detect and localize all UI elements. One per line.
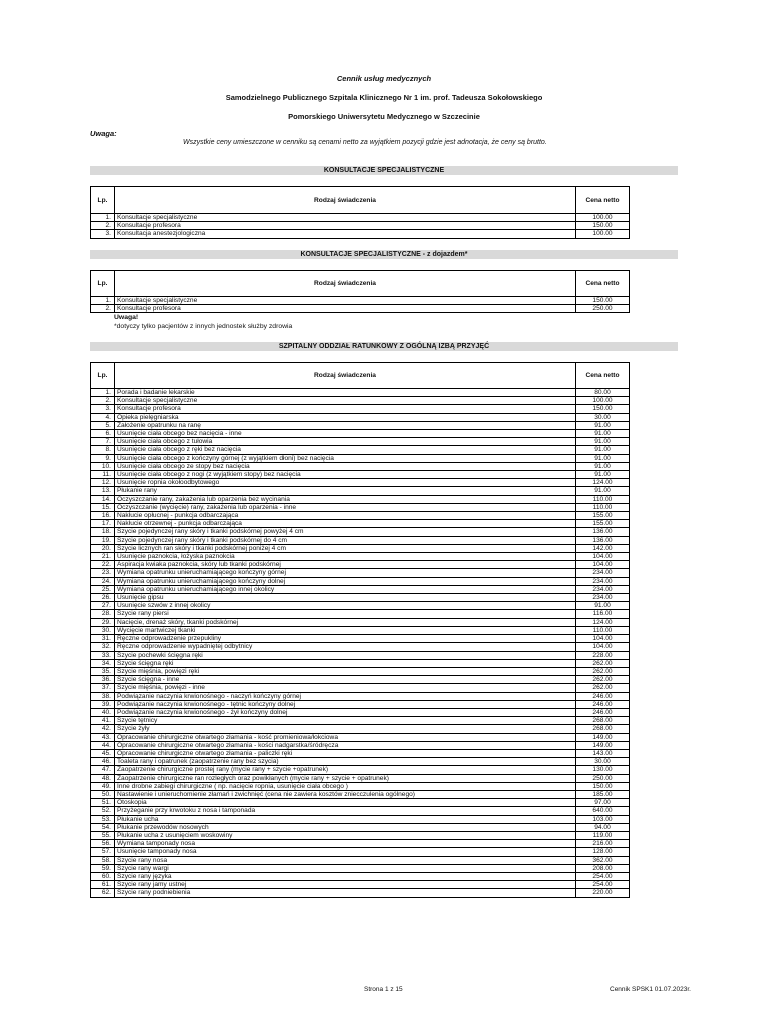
section3-table: [90, 362, 630, 898]
row-lp: 56.: [91, 840, 115, 848]
row-service-name: Szycie mięśnia, powięzi - inne: [115, 684, 576, 692]
row-service-name: Konsultacja anestezjologiczna: [115, 230, 576, 238]
table-row: [91, 708, 630, 716]
row-service-name: Szycie mięśnia, powięzi ręki: [115, 667, 576, 675]
table-row: [91, 741, 630, 749]
row-price: 262.00: [576, 667, 630, 675]
page-number: Strona 1 z 15: [364, 986, 403, 993]
table-row: [91, 864, 630, 872]
row-lp: 45.: [91, 749, 115, 757]
row-lp: 50.: [91, 790, 115, 798]
row-price: 91.00: [576, 487, 630, 495]
row-lp: 16.: [91, 512, 115, 520]
row-lp: 2.: [91, 222, 115, 230]
table-row: [91, 561, 630, 569]
row-lp: 26.: [91, 594, 115, 602]
university-name: Pomorskiego Uniwersytetu Medycznego w Szczecinie: [288, 112, 480, 121]
row-service-name: Usunięcie szwów z innej okolicy: [115, 602, 576, 610]
row-price: 640.00: [576, 807, 630, 815]
table-row: [91, 495, 630, 503]
row-service-name: Szycie żyły: [115, 725, 576, 733]
col-price: Cena netto: [576, 363, 630, 389]
row-price: 254.00: [576, 881, 630, 889]
table-row: [91, 305, 630, 313]
row-price: 104.00: [576, 553, 630, 561]
row-service-name: Płukanie ucha: [115, 815, 576, 823]
row-price: 110.00: [576, 626, 630, 634]
row-price: 91.00: [576, 438, 630, 446]
table-row: [91, 782, 630, 790]
table-row: [91, 848, 630, 856]
row-service-name: Ręczne odprowadzenie przepukliny: [115, 635, 576, 643]
row-service-name: Szycie rany języka: [115, 872, 576, 880]
row-lp: 54.: [91, 823, 115, 831]
row-service-name: Toaleta rany i opatrunek (zaopatrzenie rany bez szycia): [115, 758, 576, 766]
row-price: 234.00: [576, 585, 630, 593]
row-lp: 58.: [91, 856, 115, 864]
table-row: [91, 462, 630, 470]
row-service-name: Usunięcie ciała obcego bez nacięcia - inne: [115, 430, 576, 438]
row-price: 155.00: [576, 520, 630, 528]
row-price: 268.00: [576, 725, 630, 733]
table-row: [91, 594, 630, 602]
table-row: [91, 610, 630, 618]
row-service-name: Wymiana opatrunku unieruchamiającego innej okolicy: [115, 585, 576, 593]
row-lp: 62.: [91, 889, 115, 897]
row-service-name: Nacięcie, drenaż skóry, tkanki podskórnej: [115, 618, 576, 626]
row-lp: 8.: [91, 446, 115, 454]
col-lp: Lp.: [91, 271, 115, 297]
row-service-name: Usunięcie tamponady nosa: [115, 848, 576, 856]
row-price: 150.00: [576, 297, 630, 305]
table-row: [91, 520, 630, 528]
table-row: [91, 454, 630, 462]
section2-uwaga: Uwaga!: [114, 314, 139, 321]
row-lp: 34.: [91, 659, 115, 667]
row-lp: 60.: [91, 872, 115, 880]
table-row: [91, 881, 630, 889]
row-price: 124.00: [576, 479, 630, 487]
row-price: 150.00: [576, 405, 630, 413]
row-lp: 39.: [91, 700, 115, 708]
row-price: 100.00: [576, 230, 630, 238]
row-price: 150.00: [576, 222, 630, 230]
table-row: [91, 479, 630, 487]
table-row: [91, 790, 630, 798]
document-ref: Cennik SPSK1 01.07.2023r.: [610, 986, 691, 993]
row-lp: 25.: [91, 585, 115, 593]
row-price: 124.00: [576, 618, 630, 626]
row-service-name: Szycie rany jamy ustnej: [115, 881, 576, 889]
row-lp: 42.: [91, 725, 115, 733]
table-row: [91, 413, 630, 421]
row-lp: 43.: [91, 733, 115, 741]
row-service-name: Szycie pochewki ścięgna ręki: [115, 651, 576, 659]
row-service-name: Nakłucie opłucnej - punkcja odbarczająca: [115, 512, 576, 520]
row-service-name: Szycie pojedynczej rany skóry i tkanki podskórnej do 4 cm: [115, 536, 576, 544]
row-price: 104.00: [576, 561, 630, 569]
row-lp: 59.: [91, 864, 115, 872]
table-row: [91, 446, 630, 454]
row-lp: 49.: [91, 782, 115, 790]
row-service-name: Przyżeganie przy krwotoku z nosa i tamponada: [115, 807, 576, 815]
table-row: [91, 856, 630, 864]
row-price: 268.00: [576, 717, 630, 725]
table-row: [91, 815, 630, 823]
row-price: 220.00: [576, 889, 630, 897]
table-row: [91, 405, 630, 413]
row-price: 234.00: [576, 569, 630, 577]
row-lp: 21.: [91, 553, 115, 561]
table-row: [91, 585, 630, 593]
row-lp: 33.: [91, 651, 115, 659]
row-service-name: Konsultacje specjalistyczne: [115, 214, 576, 222]
table-row: [91, 438, 630, 446]
row-lp: 13.: [91, 487, 115, 495]
row-service-name: Szycie rany nosa: [115, 856, 576, 864]
row-price: 100.00: [576, 214, 630, 222]
col-price: Cena netto: [576, 271, 630, 297]
row-lp: 22.: [91, 561, 115, 569]
row-price: 362.00: [576, 856, 630, 864]
row-lp: 14.: [91, 495, 115, 503]
row-service-name: Zaopatrzenie chirurgiczne prostej rany (mycie rany + szycie +opatrunek): [115, 766, 576, 774]
col-name: Rodzaj świadczenia: [115, 187, 576, 214]
table-row: [91, 651, 630, 659]
price-note: Wszystkie ceny umieszczone w cenniku są cenami netto za wyjątkiem pozycji gdzie jest adnotacja, że ceny są brutto.: [183, 139, 547, 146]
row-price: 246.00: [576, 692, 630, 700]
col-name: Rodzaj świadczenia: [115, 363, 576, 389]
row-lp: 6.: [91, 430, 115, 438]
row-service-name: Wymiana opatrunku unieruchamiającego kończyny górnej: [115, 569, 576, 577]
row-price: 119.00: [576, 831, 630, 839]
row-price: 130.00: [576, 766, 630, 774]
row-lp: 3.: [91, 405, 115, 413]
table-row: [91, 635, 630, 643]
row-lp: 9.: [91, 454, 115, 462]
table-row: [91, 222, 630, 230]
row-lp: 46.: [91, 758, 115, 766]
table-row: [91, 766, 630, 774]
row-lp: 28.: [91, 610, 115, 618]
table-row: [91, 626, 630, 634]
row-price: 234.00: [576, 594, 630, 602]
section2-footnote: *dotyczy tylko pacjentów z innych jednostek służby zdrowia: [114, 323, 293, 330]
table-row: [91, 430, 630, 438]
section1-title: KONSULTACJE SPECJALISTYCZNE: [90, 166, 678, 175]
table-row: [91, 667, 630, 675]
row-price: 185.00: [576, 790, 630, 798]
table-row: [91, 700, 630, 708]
section2-title: KONSULTACJE SPECJALISTYCZNE - z dojazdem*: [90, 250, 678, 259]
row-service-name: Usunięcie ciała obcego z nogi (z wyjątkiem stopy) bez nacięcia: [115, 471, 576, 479]
row-service-name: Szycie licznych ran skóry i tkanki podskórnej poniżej 4 cm: [115, 544, 576, 552]
row-service-name: Usunięcie ciała obcego z tułowia: [115, 438, 576, 446]
row-service-name: Konsultacje specjalistyczne: [115, 397, 576, 405]
row-price: 208.00: [576, 864, 630, 872]
hospital-name: Samodzielnego Publicznego Szpitala Klinicznego Nr 1 im. prof. Tadeusza Sokołowskiego: [225, 93, 543, 102]
row-price: 91.00: [576, 454, 630, 462]
row-price: 91.00: [576, 462, 630, 470]
row-service-name: Usunięcie gipsu: [115, 594, 576, 602]
col-name: Rodzaj świadczenia: [115, 271, 576, 297]
row-lp: 3.: [91, 230, 115, 238]
row-lp: 40.: [91, 708, 115, 716]
table-row: [91, 799, 630, 807]
table-row: [91, 553, 630, 561]
uwaga-label: Uwaga:: [90, 129, 117, 138]
row-lp: 18.: [91, 528, 115, 536]
table-row: [91, 889, 630, 897]
row-price: 110.00: [576, 503, 630, 511]
row-price: 103.00: [576, 815, 630, 823]
row-lp: 27.: [91, 602, 115, 610]
row-service-name: Inne drobne zabiegi chirurgiczne ( np. nacięcie ropnia, usunięcie ciała obcego ): [115, 782, 576, 790]
section2-table: [90, 270, 630, 313]
row-lp: 32.: [91, 643, 115, 651]
row-service-name: Usunięcie ciała obcego z kończyny górnej (z wyjątkiem dłoni) bez nacięcia: [115, 454, 576, 462]
row-lp: 15.: [91, 503, 115, 511]
row-lp: 35.: [91, 667, 115, 675]
row-lp: 1.: [91, 297, 115, 305]
row-lp: 4.: [91, 413, 115, 421]
row-service-name: Aspiracja kwiaka paznokcia, skóry lub tkanki podskórnej: [115, 561, 576, 569]
row-lp: 55.: [91, 831, 115, 839]
row-price: 104.00: [576, 643, 630, 651]
document-title: Cennik usług medycznych: [336, 74, 432, 83]
table-row: [91, 774, 630, 782]
table-row: [91, 758, 630, 766]
row-service-name: Opracowanie chirurgiczne otwartego złamania - kość promieniowa/łokciowa: [115, 733, 576, 741]
row-service-name: Wymiana tamponady nosa: [115, 840, 576, 848]
row-service-name: Oczyszczanie rany, zakażenia lub oparzenia bez wycinania: [115, 495, 576, 503]
row-lp: 29.: [91, 618, 115, 626]
row-lp: 10.: [91, 462, 115, 470]
row-service-name: Płukanie rany: [115, 487, 576, 495]
table-row: [91, 389, 630, 397]
row-service-name: Szycie ścięgna ręki: [115, 659, 576, 667]
row-service-name: Ręczne odprowadzenie wypadniętej odbytnicy: [115, 643, 576, 651]
row-price: 128.00: [576, 848, 630, 856]
table-row: [91, 684, 630, 692]
row-price: 250.00: [576, 774, 630, 782]
row-service-name: Szycie tętnicy: [115, 717, 576, 725]
table-row: [91, 569, 630, 577]
table-row: [91, 536, 630, 544]
row-price: 91.00: [576, 471, 630, 479]
row-price: 30.00: [576, 758, 630, 766]
row-lp: 1.: [91, 389, 115, 397]
row-service-name: Podwiązanie naczynia krwionośnego - tętnic kończyny dolnej: [115, 700, 576, 708]
col-lp: Lp.: [91, 187, 115, 214]
table-row: [91, 643, 630, 651]
table-row: [91, 487, 630, 495]
row-lp: 47.: [91, 766, 115, 774]
table-row: [91, 807, 630, 815]
row-lp: 48.: [91, 774, 115, 782]
table-row: [91, 214, 630, 222]
row-price: 149.00: [576, 741, 630, 749]
table-row: [91, 831, 630, 839]
row-service-name: Podwiązanie naczynia krwionośnego - żył kończyny dolnej: [115, 708, 576, 716]
row-price: 30.00: [576, 413, 630, 421]
row-lp: 12.: [91, 479, 115, 487]
table-row: [91, 823, 630, 831]
row-lp: 30.: [91, 626, 115, 634]
row-price: 228.00: [576, 651, 630, 659]
table-row: [91, 618, 630, 626]
row-lp: 53.: [91, 815, 115, 823]
row-lp: 17.: [91, 520, 115, 528]
table-row: [91, 749, 630, 757]
row-service-name: Szycie rany wargi: [115, 864, 576, 872]
row-lp: 19.: [91, 536, 115, 544]
row-price: 216.00: [576, 840, 630, 848]
table-row: [91, 840, 630, 848]
row-lp: 23.: [91, 569, 115, 577]
row-price: 94.00: [576, 823, 630, 831]
row-price: 142.00: [576, 544, 630, 552]
row-lp: 2.: [91, 305, 115, 313]
row-service-name: Szycie ścięgna - inne: [115, 676, 576, 684]
row-price: 262.00: [576, 676, 630, 684]
row-service-name: Opieka pielęgniarska: [115, 413, 576, 421]
row-lp: 24.: [91, 577, 115, 585]
table-row: [91, 717, 630, 725]
row-price: 262.00: [576, 659, 630, 667]
table-row: [91, 230, 630, 238]
row-lp: 41.: [91, 717, 115, 725]
row-service-name: Usunięcie paznokcia, łożyska paznokcia: [115, 553, 576, 561]
row-service-name: Szycie rany piersi: [115, 610, 576, 618]
row-service-name: Konsultacje profesora: [115, 305, 576, 313]
row-price: 80.00: [576, 389, 630, 397]
row-price: 91.00: [576, 421, 630, 429]
row-lp: 44.: [91, 741, 115, 749]
row-lp: 61.: [91, 881, 115, 889]
table-row: [91, 659, 630, 667]
row-price: 262.00: [576, 684, 630, 692]
table-row: [91, 676, 630, 684]
row-service-name: Konsultacje profesora: [115, 222, 576, 230]
table-row: [91, 297, 630, 305]
row-service-name: Oczyszczanie (wycięcie) rany, zakażenia lub oparzenia - inne: [115, 503, 576, 511]
row-price: 234.00: [576, 577, 630, 585]
row-price: 143.00: [576, 749, 630, 757]
row-service-name: Nakłucie otrzewnej - punkcja odbarczająca: [115, 520, 576, 528]
table-row: [91, 421, 630, 429]
row-lp: 31.: [91, 635, 115, 643]
row-service-name: Szycie pojedynczej rany skóry i tkanki podskórnej powyżej 4 cm: [115, 528, 576, 536]
row-lp: 37.: [91, 684, 115, 692]
col-price: Cena netto: [576, 187, 630, 214]
row-service-name: Usunięcie ropnia okołoodbytowego: [115, 479, 576, 487]
table-row: [91, 577, 630, 585]
row-service-name: Konsultacje specjalistyczne: [115, 297, 576, 305]
row-price: 116.00: [576, 610, 630, 618]
row-service-name: Nastawienie i unieruchomienie złamań i zwichnięć (cena nie zawiera kosztów zniecczulenia ogólnego): [115, 790, 576, 798]
section3-title: SZPITALNY ODDZIAŁ RATUNKOWY Z OGÓLNĄ IZBĄ PRZYJĘĆ: [90, 342, 678, 351]
row-price: 136.00: [576, 528, 630, 536]
row-price: 91.00: [576, 430, 630, 438]
section1-table: [90, 186, 630, 239]
row-lp: 38.: [91, 692, 115, 700]
row-service-name: Usunięcie ciała obcego ze stopy bez nacięcia: [115, 462, 576, 470]
row-price: 91.00: [576, 602, 630, 610]
row-lp: 51.: [91, 799, 115, 807]
row-price: 97.00: [576, 799, 630, 807]
row-price: 254.00: [576, 872, 630, 880]
row-lp: 7.: [91, 438, 115, 446]
row-lp: 11.: [91, 471, 115, 479]
row-price: 110.00: [576, 495, 630, 503]
row-price: 246.00: [576, 700, 630, 708]
table-row: [91, 471, 630, 479]
row-service-name: Otoskopia: [115, 799, 576, 807]
row-service-name: Wycięcie martwiczej tkanki: [115, 626, 576, 634]
col-lp: Lp.: [91, 363, 115, 389]
table-row: [91, 544, 630, 552]
table-row: [91, 872, 630, 880]
row-service-name: Opracowanie chirurgiczne otwartego złamania - paliczki ręki: [115, 749, 576, 757]
row-price: 104.00: [576, 635, 630, 643]
row-price: 149.00: [576, 733, 630, 741]
row-price: 100.00: [576, 397, 630, 405]
row-service-name: Szycie rany podniebienia: [115, 889, 576, 897]
row-price: 150.00: [576, 782, 630, 790]
table-row: [91, 692, 630, 700]
table-row: [91, 725, 630, 733]
row-service-name: Podwiązanie naczynia krwionośnego - naczyń kończyny górnej: [115, 692, 576, 700]
row-service-name: Płukanie przewodów nosowych: [115, 823, 576, 831]
row-service-name: Konsultacje profesora: [115, 405, 576, 413]
row-service-name: Opracowanie chirurgiczne otwartego złamania - kości nadgarstka/śródręcza: [115, 741, 576, 749]
row-lp: 2.: [91, 397, 115, 405]
row-lp: 20.: [91, 544, 115, 552]
row-lp: 5.: [91, 421, 115, 429]
table-row: [91, 602, 630, 610]
row-lp: 52.: [91, 807, 115, 815]
table-row: [91, 512, 630, 520]
row-service-name: Wymiana opatrunku unieruchamiającego kończyny dolnej: [115, 577, 576, 585]
row-service-name: Porada i badanie lekarskie: [115, 389, 576, 397]
row-service-name: Usunięcie ciała obcego z ręki bez nacięcia: [115, 446, 576, 454]
row-price: 136.00: [576, 536, 630, 544]
table-row: [91, 503, 630, 511]
table-row: [91, 528, 630, 536]
row-service-name: Założenie opatrunku na ranę: [115, 421, 576, 429]
row-price: 246.00: [576, 708, 630, 716]
row-price: 91.00: [576, 446, 630, 454]
row-service-name: Zaopatrzenie chirurgiczne ran rozległych oraz powikłanych (mycie rany + szycie + opatrunek): [115, 774, 576, 782]
row-lp: 36.: [91, 676, 115, 684]
table-row: [91, 397, 630, 405]
table-row: [91, 733, 630, 741]
row-price: 250.00: [576, 305, 630, 313]
row-service-name: Płukanie ucha z usunięciem woskowiny: [115, 831, 576, 839]
row-lp: 57.: [91, 848, 115, 856]
row-lp: 1.: [91, 214, 115, 222]
row-price: 155.00: [576, 512, 630, 520]
